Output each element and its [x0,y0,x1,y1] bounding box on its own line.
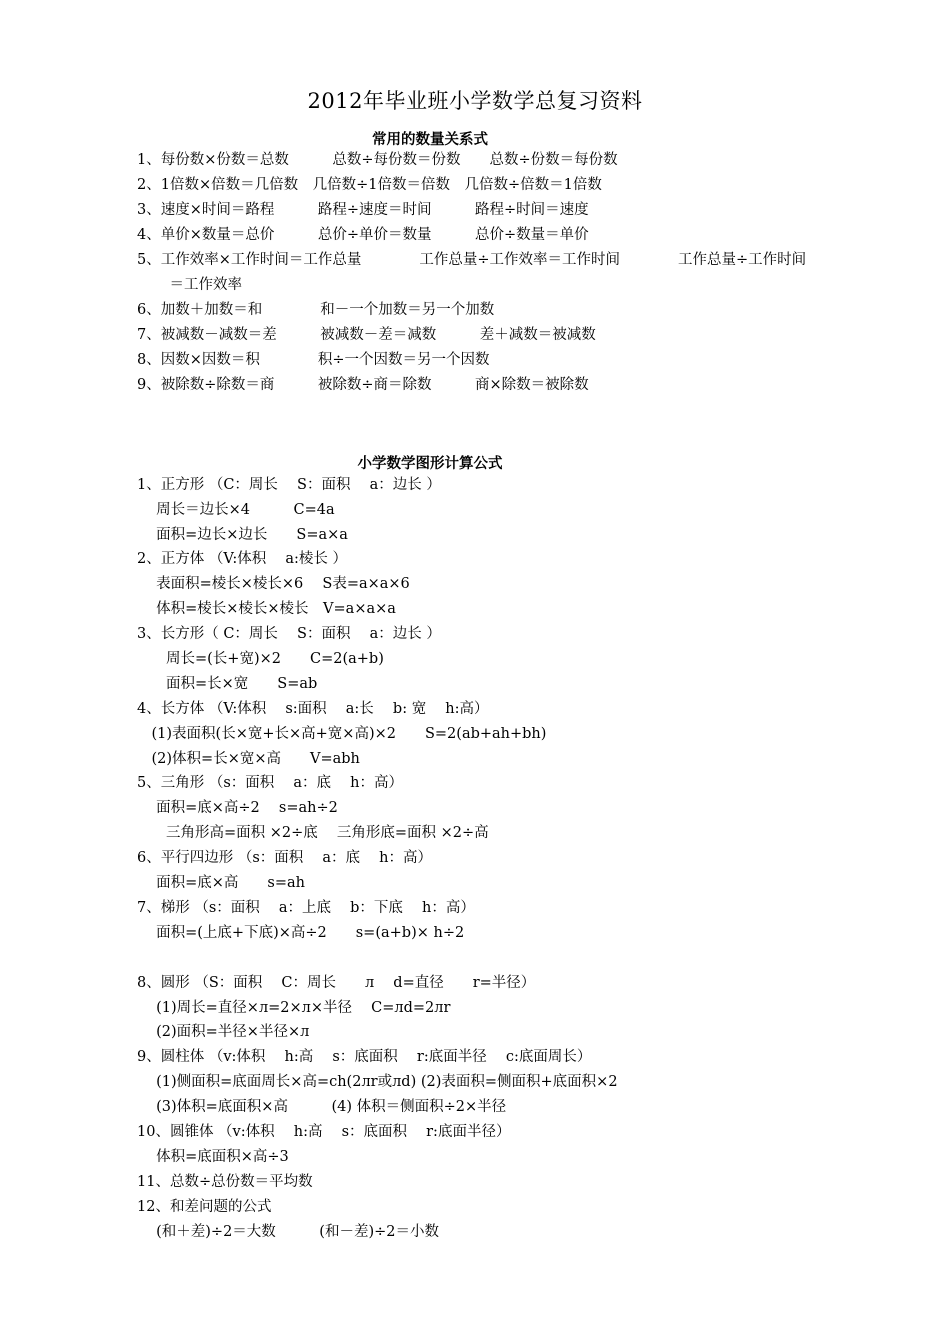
text-line: (和＋差)÷2＝大数 (和－差)÷2＝小数 [137,1224,439,1240]
document-title: 2012年毕业班小学数学总复习资料 [307,89,643,113]
text-line: 7、梯形 （s：面积 a：上底 b：下底 h：高） [137,900,475,916]
text-line: 12、和差问题的公式 [137,1199,272,1215]
text-line: 1、正方形 （C：周长 S：面积 a：边长 ） [137,477,441,493]
text-line: 面积=(上底+下底)×高÷2 s=(a+b)× h÷2 [137,925,465,941]
text-line: (3)体积=底面积×高 (4) 体积＝侧面积÷2×半径 [137,1099,507,1115]
text-line: 面积=底×高÷2 s=ah÷2 [137,800,338,816]
text-line: 6、平行四边形 （s：面积 a：底 h：高） [137,850,432,866]
text-line: 8、因数×因数＝积 积÷一个因数＝另一个因数 [137,352,490,368]
text-line: (1)表面积(长×宽+长×高+宽×高)×2 S=2(ab+ah+bh) [137,726,547,742]
section-heading-quantity-relations: 常用的数量关系式 [372,132,488,148]
text-line: (1)周长=直径×л=2×л×半径 C=лd=2лr [137,1000,451,1016]
text-line: (2)体积=长×宽×高 V=abh [137,751,360,767]
text-line: 面积=边长×边长 S=a×a [137,527,348,543]
text-line: 三角形高=面积 ×2÷底 三角形底=面积 ×2÷高 [137,825,489,841]
text-line: 5、三角形 （s：面积 a：底 h：高） [137,775,403,791]
text-line: 5、工作效率×工作时间＝工作总量 工作总量÷工作效率＝工作时间 工作总量÷工作时间 [137,252,807,268]
text-line: 6、加数＋加数＝和 和－一个加数＝另一个加数 [137,302,495,318]
text-line: (1)侧面积=底面周长×高=ch(2лr或лd) (2)表面积=侧面积+底面积×2 [137,1074,618,1090]
text-line: 7、被减数－减数＝差 被减数－差＝减数 差＋减数＝被减数 [137,327,596,343]
text-line: 2、1倍数×倍数＝几倍数 几倍数÷1倍数＝倍数 几倍数÷倍数＝1倍数 [137,177,602,193]
text-line: ＝工作效率 [155,277,242,293]
text-line: 9、被除数÷除数＝商 被除数÷商＝除数 商×除数＝被除数 [137,377,589,393]
text-line: 10、圆锥体 （v:体积 h:高 s：底面积 r:底面半径） [137,1124,511,1140]
text-line: 4、长方体 （V:体积 s:面积 a:长 b: 宽 h:高） [137,701,489,717]
text-line: 2、正方体 （V:体积 a:棱长 ） [137,551,347,567]
text-line: 9、圆柱体 （v:体积 h:高 s：底面积 r:底面半径 c:底面周长） [137,1049,592,1065]
text-line: 周长＝边长×4 C=4a [137,502,335,518]
text-line: 3、速度×时间＝路程 路程÷速度＝时间 路程÷时间＝速度 [137,202,589,218]
text-line: 表面积=棱长×棱长×6 S表=a×a×6 [137,576,410,592]
text-line: 11、总数÷总份数＝平均数 [137,1174,313,1190]
text-line: 周长=(长+宽)×2 C=2(a+b) [137,651,384,667]
text-line: 4、单价×数量＝总价 总价÷单价＝数量 总价÷数量＝单价 [137,227,589,243]
text-line: 体积=棱长×棱长×棱长 V=a×a×a [137,601,396,617]
text-line: 面积=长×宽 S=ab [137,676,318,692]
text-line: 体积=底面积×高÷3 [137,1149,289,1165]
text-line: 3、长方形（ C：周长 S：面积 a：边长 ） [137,626,441,642]
section-heading-shape-formulas: 小学数学图形计算公式 [357,456,503,472]
text-line: (2)面积=半径×半径×л [137,1024,310,1040]
text-line: 8、圆形 （S：面积 C：周长 л d=直径 r=半径） [137,975,536,991]
text-line: 面积=底×高 s=ah [137,875,305,891]
text-line: 1、每份数×份数＝总数 总数÷每份数＝份数 总数÷份数＝每份数 [137,152,618,168]
